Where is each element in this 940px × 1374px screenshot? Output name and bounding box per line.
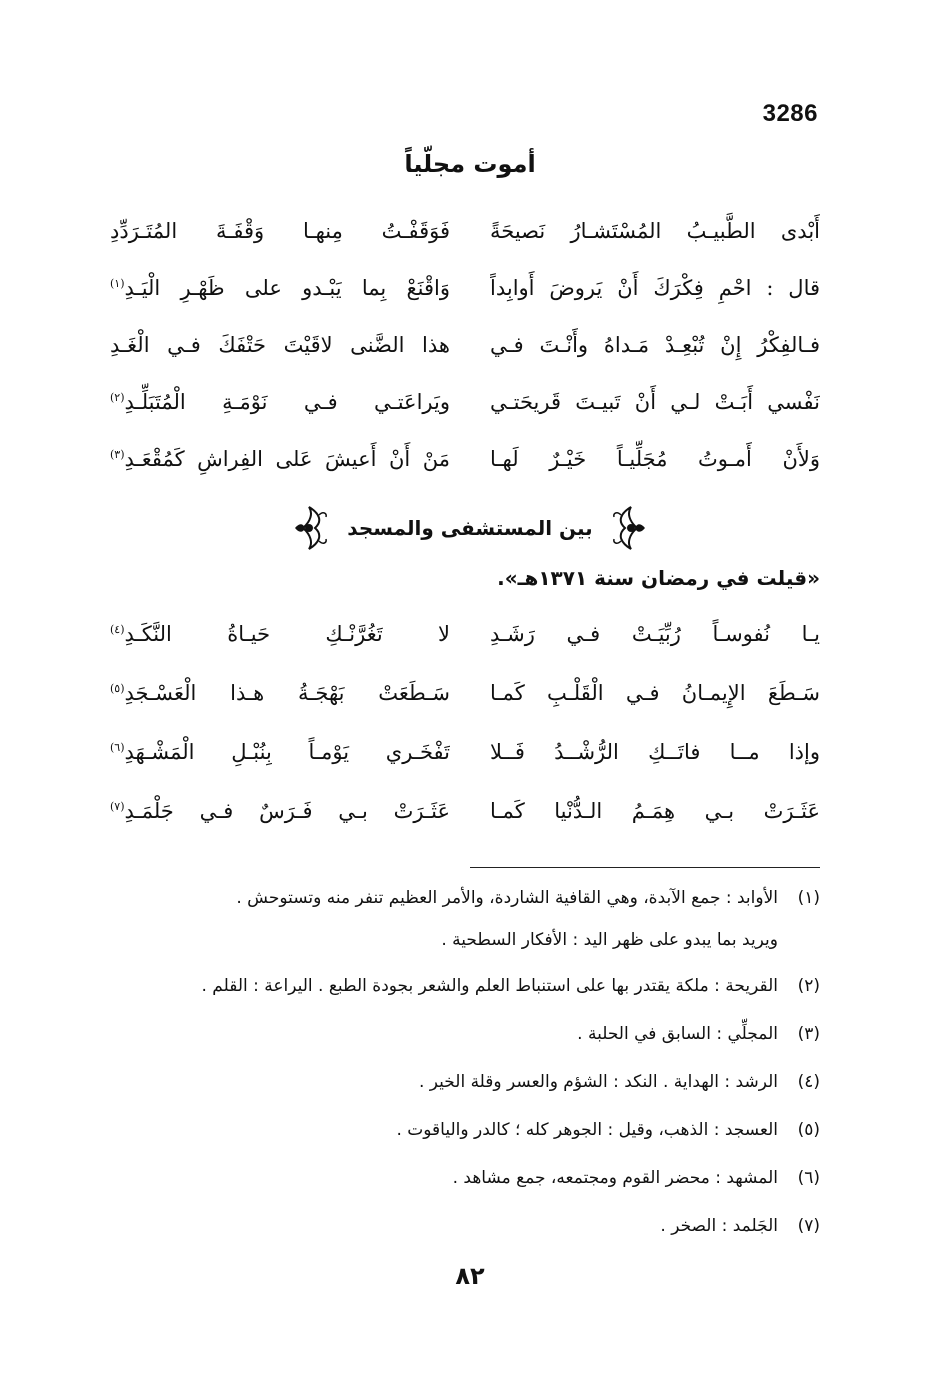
- footnote-ref[interactable]: (٢): [110, 391, 125, 404]
- verse-first-hemistich: فـالفِكْرُ إِنْ تُبْعِـدْ مَـداهُ وأَنْـتَ فـي: [490, 333, 820, 357]
- footnote-ref[interactable]: (٣): [110, 448, 125, 461]
- verse-first-hemistich: عَثَـرَتْ بـي هِمَـمُ الـدُّنْيا كَمـا: [490, 799, 820, 823]
- footnote-number: (٢): [797, 976, 820, 996]
- footnote-ref[interactable]: (١): [110, 277, 125, 290]
- footnote-text: الرشد : الهداية . النكد : الشؤم والعسر وقلة الخير .: [418, 1072, 778, 1092]
- poem-title: أموت مجلّياً: [404, 150, 536, 178]
- occasion-note: «قيلت في رمضان سنة ١٣٧١هـ».: [497, 566, 820, 590]
- verse-first-hemistich: أَبْدى الطَّبيـبُ المُسْتَشـارُ نَصيحَةً: [490, 219, 820, 243]
- verse-first-hemistich: سَـطَعَ الإِيمـانُ فـي الْقَلْـبِ كَمـا: [490, 681, 820, 705]
- footnote-number: (٣): [797, 1024, 820, 1044]
- footnote-continuation: ويريد بما يبدو على ظهر اليد : الأفكار السطحية .: [441, 930, 778, 950]
- hemistich-text: وَاقْنَعْ بِما يَبْـدو على ظَهْـرِ الْيَـدِ: [124, 276, 450, 300]
- footnote-text: الأوابد : جمع الآبدة، وهي القافية الشاردة، والأمر العظيم تنفر منه وتستوحش .: [236, 888, 778, 908]
- footnote-ref[interactable]: (٦): [110, 741, 125, 754]
- page-number: ٨٢: [455, 1262, 485, 1290]
- footnote-item: [100, 962, 820, 1010]
- hemistich-text: هذا الضَّنى لاقَيْتَ حَتْفَكَ فـي الْغَـدِ: [110, 333, 450, 357]
- hemistich-text: تَفْخَـري يَوْمـاً بِنُبْـلِ الْمَشْـهَدِ: [124, 740, 450, 764]
- verse-second-hemistich: [110, 318, 450, 372]
- verse-second-hemistich: [110, 784, 450, 838]
- footnote-item: [100, 1058, 820, 1106]
- footnote-text: القريحة : ملكة يقتدر بها على استنباط العلم والشعر بجودة الطبع . اليراعة : القلم .: [201, 976, 778, 996]
- hemistich-text: ويَراعَتـي فـي نَوْمَـةِ الْمُتَبَلِّـدِ: [124, 390, 450, 414]
- verse-second-hemistich: [110, 607, 450, 661]
- verse-first-hemistich: يـا نُفوسـاً رُبِّيَـتْ فـي رَشَـدِ: [490, 622, 820, 646]
- footnote-item: [100, 1202, 820, 1250]
- verse-first-hemistich: وَلأَنْ أَمـوتُ مُجَلِّيـاً خَيْـرٌ لَهـا: [490, 447, 820, 471]
- arabesque-ornament-icon: [289, 503, 329, 553]
- section-title: بين المستشفى والمسجد: [347, 516, 593, 540]
- footnote-number: (١): [797, 888, 820, 908]
- footnote-item: [100, 874, 820, 922]
- footnote-text: المشهد : محضر القوم ومجتمعه، جمع مشاهد .: [452, 1168, 778, 1188]
- footnote-text: الجَلمد : الصخر .: [660, 1216, 778, 1236]
- verse-first-hemistich: وإذا مــا فاتَــكِ الرُّشْــدُ فَــلا: [490, 740, 820, 764]
- page-id: 3286: [762, 100, 818, 127]
- footnote-number: (٧): [797, 1216, 820, 1236]
- verse-second-hemistich: [110, 666, 450, 720]
- footnote-item: [100, 1106, 820, 1154]
- footnote-text: المجلِّي : السابق في الحلبة .: [577, 1024, 778, 1044]
- verse-second-hemistich: [110, 432, 450, 486]
- hemistich-text: مَنْ أَنْ أَعيشَ عَلى الفِراشِ كَمُقْعَـدِ: [124, 447, 450, 471]
- footnote-ref[interactable]: (٥): [110, 682, 125, 695]
- footnote-ref[interactable]: (٤): [110, 623, 125, 636]
- footnote-item: [100, 1154, 820, 1202]
- verse-first-hemistich: نَفْسي أَبَـتْ لـي أَنْ تَبيـتَ قَريحَتـي: [490, 390, 820, 414]
- footnote-separator: [470, 867, 820, 868]
- verse-second-hemistich: [110, 261, 450, 315]
- verse-second-hemistich: [110, 725, 450, 779]
- footnote-text: العسجد : الذهب، وقيل : الجوهر كله ؛ كالدر والياقوت .: [396, 1120, 778, 1140]
- footnote-number: (٥): [797, 1120, 820, 1140]
- hemistich-text: عَثَـرَتْ بـي فَـرَسٌ فـي جَلْمَـدِ: [124, 799, 450, 823]
- hemistich-text: فَوَقَفْـتُ مِنهـا وَقْفَـةَ المُتَـرَدِّدِ: [110, 219, 450, 243]
- hemistich-text: سَـطَعَتْ بَهْجَـةُ هـذا الْعَسْـجَدِ: [124, 681, 450, 705]
- verse-second-hemistich: [110, 204, 450, 258]
- footnote-item: [100, 1010, 820, 1058]
- hemistich-text: لا تَغُرَّنْـكِ حَيـاةُ النَّكَـدِ: [124, 622, 450, 646]
- verse-first-hemistich: قال : احْمِ فِكْرَكَ أَنْ يَروضَ أَوابِداً: [490, 276, 820, 300]
- section-heading: [270, 498, 670, 558]
- footnote-number: (٤): [797, 1072, 820, 1092]
- footnote-number: (٦): [797, 1168, 820, 1188]
- arabesque-ornament-icon: [611, 503, 651, 553]
- footnote-ref[interactable]: (٧): [110, 800, 125, 813]
- verse-second-hemistich: [110, 375, 450, 429]
